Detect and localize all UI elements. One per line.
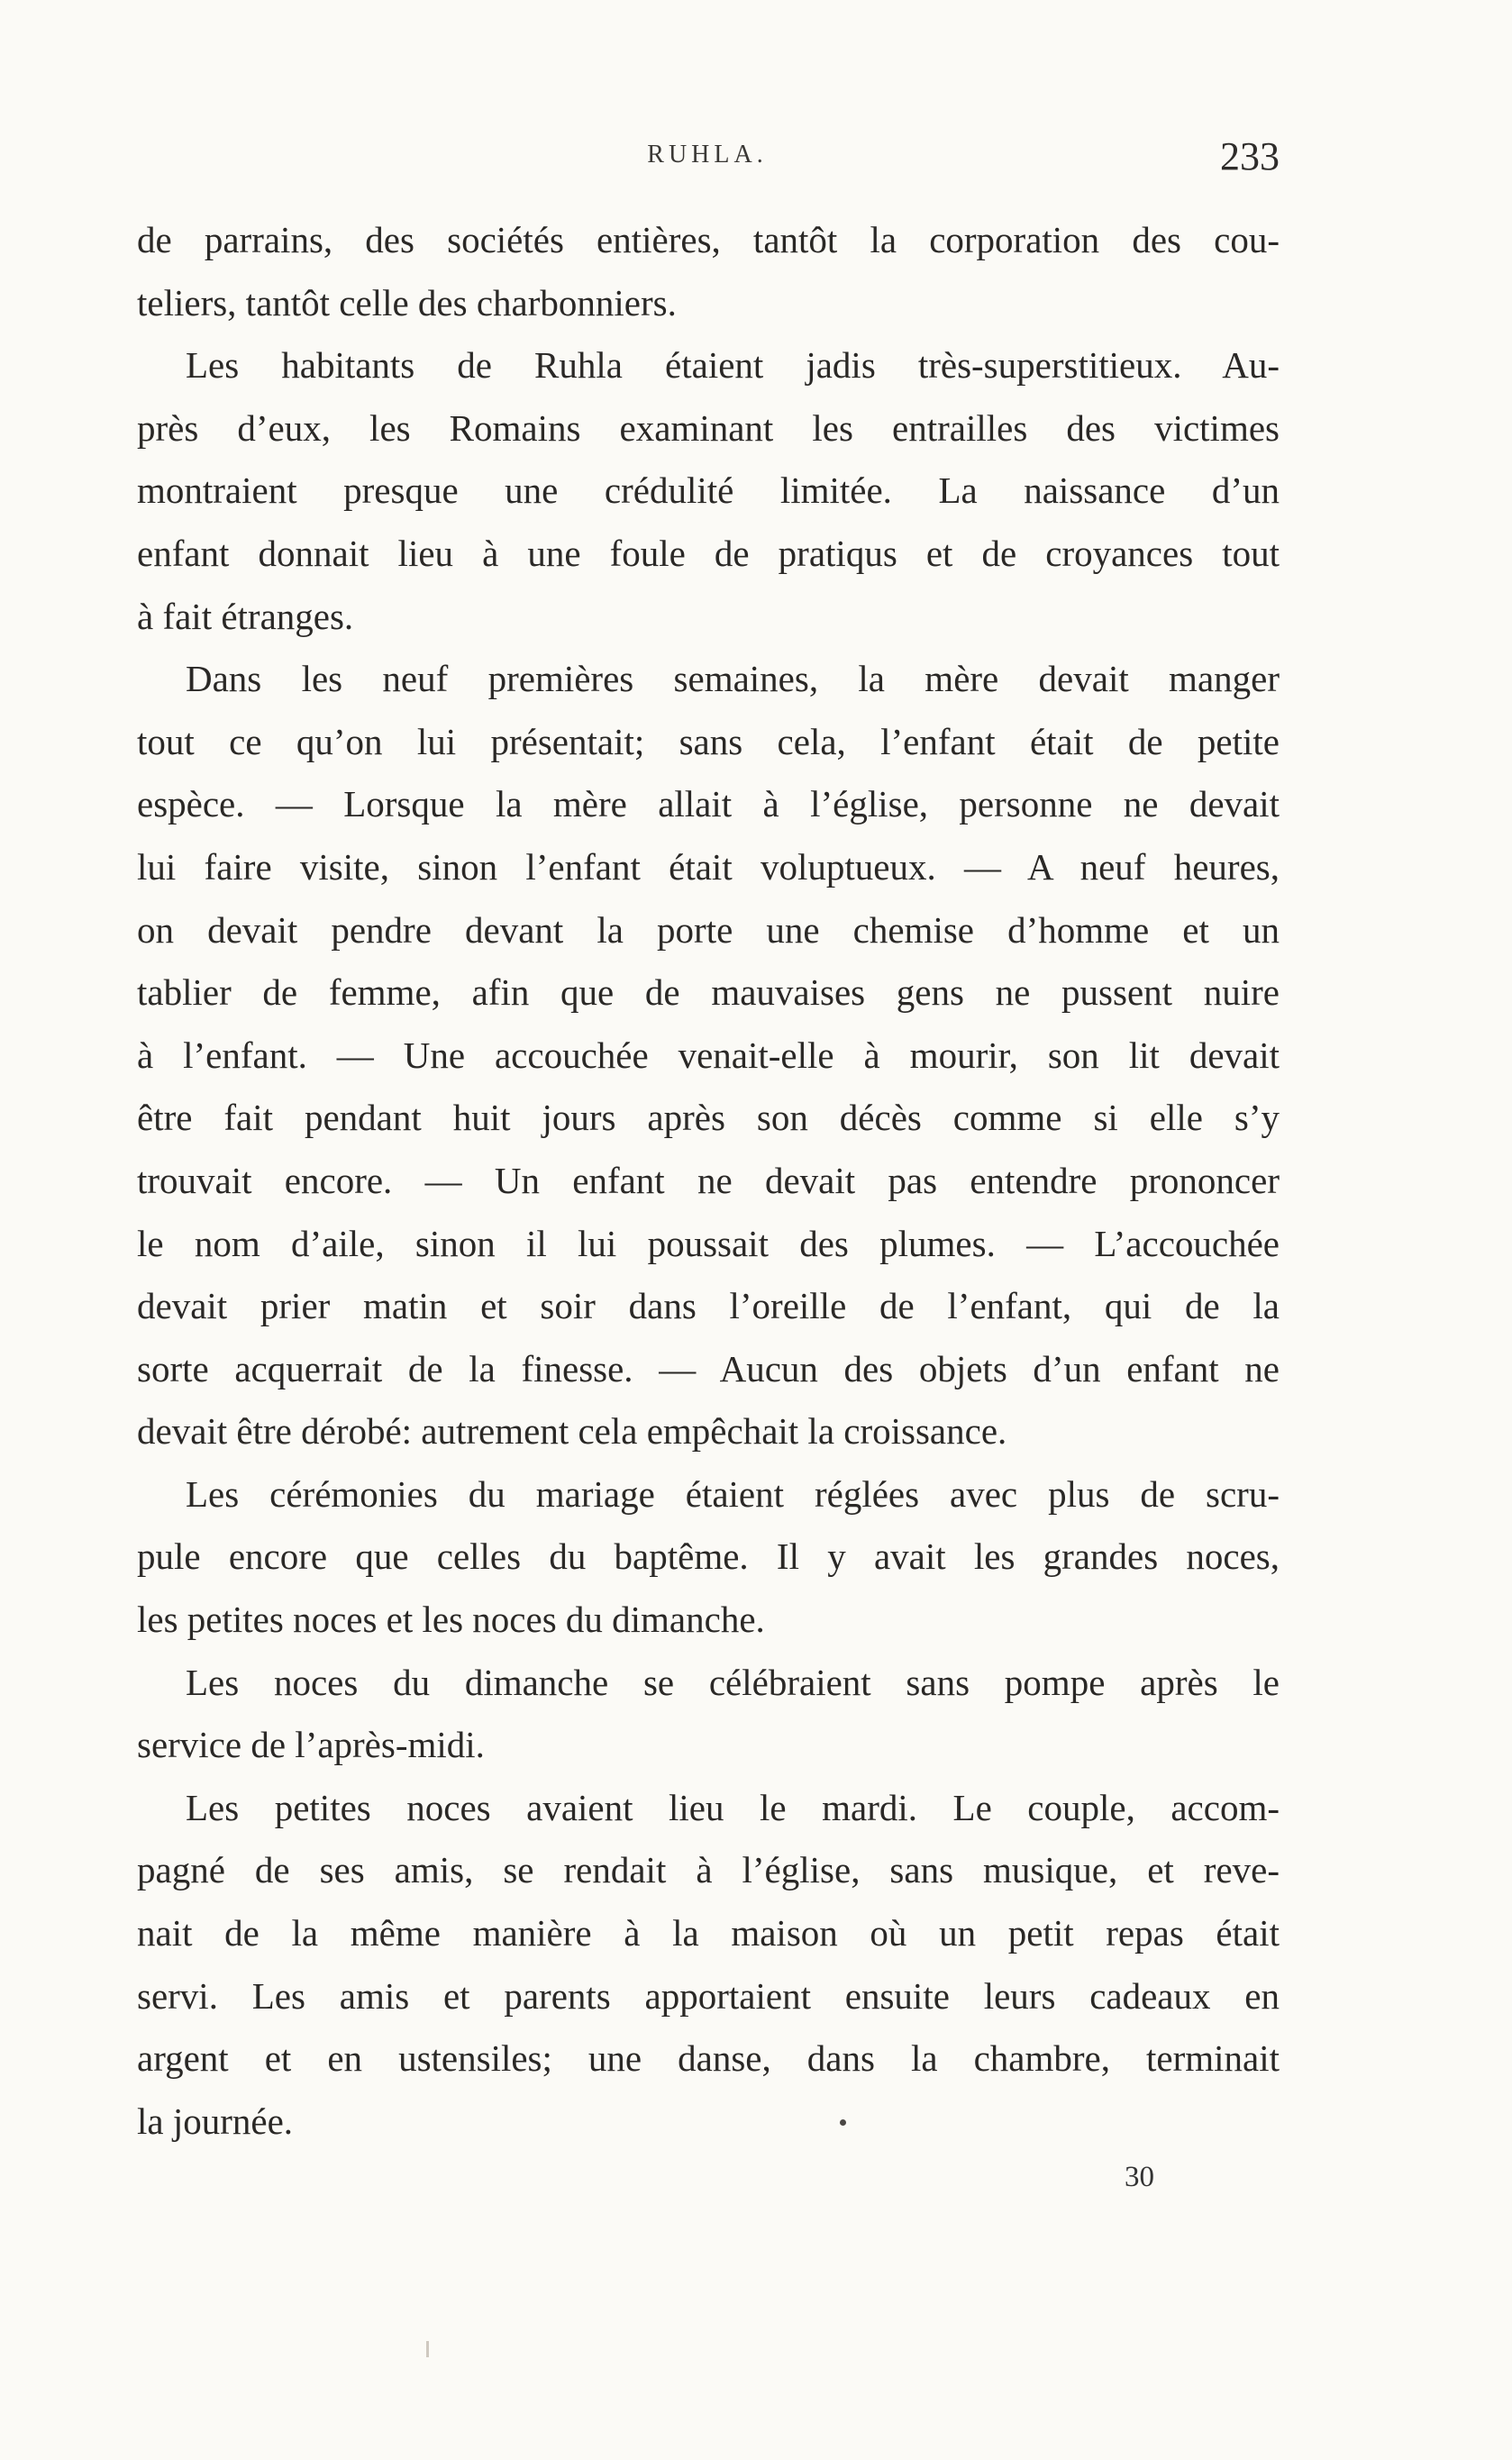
text-line: Les cérémonies du mariage étaient réglées avec plus de scru- — [186, 1472, 1280, 1515]
running-title: RUHLA. — [647, 141, 768, 169]
text-line: Dans les neuf premières semaines, la mère devait manger — [186, 658, 1280, 700]
page-number: 233 — [1220, 134, 1280, 178]
text-line: nait de la même manière à la maison où un petit repas était — [137, 1912, 1280, 1954]
text-line: enfant donnait lieu à une foule de pratiqus et de croyances tout — [137, 532, 1280, 574]
running-head — [135, 133, 1280, 178]
text-line: lui faire visite, sinon l’enfant était voluptueux. — A neuf heures, — [137, 845, 1280, 888]
text-line: servi. Les amis et parents apportaient ensuite leurs cadeaux en — [137, 1974, 1280, 2017]
text-line: pule encore que celles du baptême. Il y avait les grandes noces, — [137, 1535, 1280, 1578]
signature-mark: 30 — [1125, 2161, 1154, 2193]
body-text — [137, 209, 1280, 2153]
text-line: le nom d’aile, sinon il lui poussait des plumes. — L’accouchée — [137, 1222, 1280, 1264]
text-line: espèce. — Lorsque la mère allait à l’église, personne ne devait — [137, 783, 1280, 825]
text-line: les petites noces et les noces du dimanche. — [137, 1599, 765, 1641]
text-line: à fait étranges. — [137, 595, 354, 637]
text-line: Les petites noces avaient lieu le mardi. Le couple, accom- — [186, 1786, 1280, 1828]
text-line: tout ce qu’on lui présentait; sans cela, l’enfant était de petite — [137, 720, 1280, 762]
text-line: devait prier matin et soir dans l’oreille de l’enfant, qui de la — [137, 1285, 1280, 1327]
text-line: montraient presque une crédulité limitée. La naissance d’un — [137, 469, 1280, 512]
text-line: Les habitants de Ruhla étaient jadis très-superstitieux. Au- — [186, 344, 1280, 387]
text-line: service de l’après-midi. — [137, 1724, 485, 1766]
text-line: être fait pendant huit jours après son décès comme si elle s’y — [137, 1097, 1280, 1139]
text-line: de parrains, des sociétés entières, tantôt la corporation des cou- — [137, 219, 1280, 260]
text-line: tablier de femme, afin que de mauvaises gens ne pussent nuire — [137, 971, 1280, 1014]
text-line: près d’eux, les Romains examinant les entrailles des victimes — [137, 406, 1280, 449]
text-line: la journée. — [137, 2100, 294, 2142]
text-line: argent et en ustensiles; une danse, dans la chambre, terminait — [137, 2037, 1280, 2080]
text-line: teliers, tantôt celle des charbonniers. — [137, 281, 677, 323]
text-line: à l’enfant. — Une accouchée venait-elle à mourir, son lit devait — [137, 1034, 1280, 1076]
text-line: on devait pendre devant la porte une chemise d’homme et un — [137, 908, 1280, 951]
text-line: Les noces du dimanche se célébraient sans pompe après le — [186, 1661, 1280, 1703]
text-line: trouvait encore. — Un enfant ne devait pas entendre prononcer — [137, 1159, 1280, 1201]
ink-speck — [840, 2119, 846, 2126]
paper-mark — [426, 2341, 429, 2357]
text-line: pagné de ses amis, se rendait à l’église, sans musique, et reve- — [137, 1849, 1280, 1891]
text-line: devait être dérobé: autrement cela empêchait la croissance. — [137, 1410, 1007, 1453]
text-line: sorte acquerrait de la finesse. — Aucun des objets d’un enfant ne — [137, 1347, 1280, 1389]
